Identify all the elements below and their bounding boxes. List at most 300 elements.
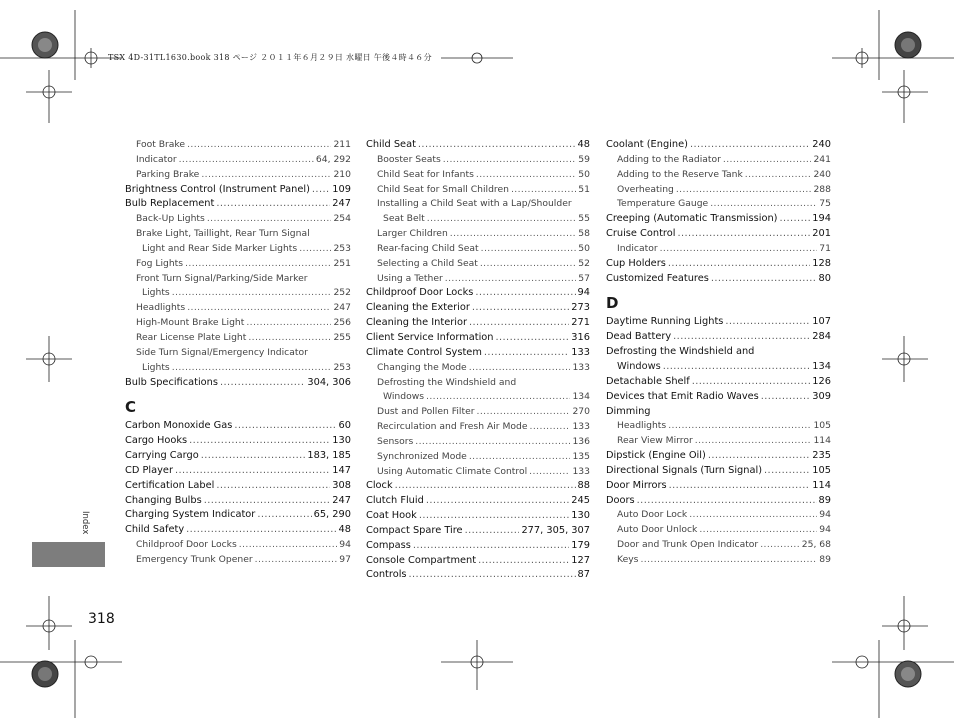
entry-term: Changing the Mode xyxy=(377,361,467,373)
entry-term: Indicator xyxy=(136,153,177,165)
entry-pages: 130 xyxy=(332,435,351,447)
index-subentry xyxy=(366,242,590,257)
index-subentry xyxy=(366,272,590,287)
entry-term: CD Player xyxy=(125,464,173,476)
entry-pages: 133 xyxy=(571,346,590,358)
entry-pages: 25, 68 xyxy=(801,539,831,551)
dot-leader xyxy=(216,197,330,212)
entry-term: Coat Hook xyxy=(366,510,417,522)
dot-leader xyxy=(443,153,577,168)
entry-pages: 88 xyxy=(577,480,590,492)
entry-term: Light and Rear Side Marker Lights xyxy=(142,242,298,254)
dot-leader xyxy=(172,361,332,376)
index-entry xyxy=(366,138,590,153)
dot-leader xyxy=(484,346,569,361)
entry-term: Headlights xyxy=(617,420,667,432)
index-subentry xyxy=(125,153,351,168)
entry-pages: 201 xyxy=(812,228,831,240)
dot-leader xyxy=(413,539,569,554)
index-entry xyxy=(366,479,590,494)
entry-term: Certification Label xyxy=(125,479,215,491)
dot-leader xyxy=(201,168,331,183)
entry-pages: 89 xyxy=(819,553,831,565)
index-subentry xyxy=(366,361,590,376)
dot-leader xyxy=(637,494,817,509)
dot-leader xyxy=(690,138,810,153)
index-entry xyxy=(606,345,831,360)
dot-leader xyxy=(761,390,811,405)
dot-leader xyxy=(708,449,810,464)
dot-leader xyxy=(469,450,571,465)
index-subentry xyxy=(125,272,351,287)
entry-term: Rear View Mirror xyxy=(617,435,693,447)
index-entry xyxy=(606,212,831,227)
entry-pages: 136 xyxy=(572,435,590,447)
index-entry xyxy=(606,449,831,464)
dot-leader xyxy=(207,212,332,227)
dot-leader xyxy=(246,316,331,331)
index-subentry xyxy=(125,553,351,568)
entry-term: Front Turn Signal/Parking/Side Marker xyxy=(136,272,308,284)
entry-term: Fog Lights xyxy=(136,257,184,269)
dot-leader xyxy=(481,242,577,257)
entry-term: Child Seat xyxy=(366,139,416,150)
entry-term: Keys xyxy=(617,553,639,565)
dot-leader xyxy=(529,465,570,480)
index-subentry xyxy=(366,405,590,420)
section-letter: C xyxy=(125,398,137,417)
entry-term: Console Compartment xyxy=(366,554,477,566)
index-entry xyxy=(606,494,831,509)
index-subentry xyxy=(366,465,590,480)
dot-leader xyxy=(179,153,314,168)
entry-term: Door Mirrors xyxy=(606,479,667,491)
dot-leader xyxy=(695,434,812,449)
index-subentry xyxy=(125,346,351,361)
dot-leader xyxy=(204,494,331,509)
dot-leader xyxy=(478,554,569,569)
dot-leader xyxy=(725,315,810,330)
index-entry xyxy=(125,449,351,464)
dot-leader xyxy=(640,553,817,568)
entry-term: Installing a Child Seat with a Lap/Shoulder xyxy=(377,198,572,210)
dot-leader xyxy=(257,508,311,523)
dot-leader xyxy=(419,509,569,524)
dot-leader xyxy=(187,138,331,153)
index-entry xyxy=(125,464,351,479)
dot-leader xyxy=(255,553,338,568)
entry-pages: 97 xyxy=(339,553,351,565)
entry-pages: 87 xyxy=(577,569,590,581)
entry-pages: 80 xyxy=(818,272,831,284)
entry-term: Synchronized Mode xyxy=(377,450,467,462)
dot-leader xyxy=(764,464,810,479)
entry-term: Rear-facing Child Seat xyxy=(377,242,479,254)
dot-leader xyxy=(660,242,818,257)
dot-leader xyxy=(187,301,331,316)
entry-term: Clock xyxy=(366,480,393,492)
entry-pages: 51 xyxy=(578,183,590,195)
entry-pages: 52 xyxy=(578,257,590,269)
index-column-1 xyxy=(125,138,351,568)
entry-pages: 105 xyxy=(812,464,831,476)
entry-term: Doors xyxy=(606,494,635,506)
dot-leader xyxy=(469,316,569,331)
entry-pages: 247 xyxy=(333,302,351,314)
index-entry xyxy=(606,272,831,287)
entry-term: Carbon Monoxide Gas xyxy=(125,420,233,432)
index-subentry xyxy=(125,286,351,301)
entry-pages: 284 xyxy=(812,331,831,343)
entry-pages: 304, 306 xyxy=(307,376,351,388)
dot-leader xyxy=(427,212,577,227)
entry-term: Seat Belt xyxy=(383,213,425,225)
entry-pages: 316 xyxy=(571,331,590,343)
dot-leader xyxy=(189,434,330,449)
entry-pages: 309 xyxy=(812,390,831,402)
index-subentry xyxy=(606,197,831,212)
index-entry xyxy=(125,197,351,212)
dot-leader xyxy=(426,494,569,509)
index-subentry xyxy=(366,376,590,391)
index-entry xyxy=(606,315,831,330)
index-subentry xyxy=(606,538,831,553)
entry-pages: 288 xyxy=(813,183,831,195)
page-number: 318 xyxy=(88,611,115,627)
dot-leader xyxy=(465,524,520,539)
dot-leader xyxy=(723,153,812,168)
entry-term: Back-Up Lights xyxy=(136,213,205,225)
entry-pages: 133 xyxy=(572,465,590,477)
dot-leader xyxy=(676,183,812,198)
dot-leader xyxy=(511,183,576,198)
index-subentry xyxy=(606,434,831,449)
dot-leader xyxy=(186,523,336,538)
index-subentry xyxy=(366,212,590,227)
dot-leader xyxy=(710,197,817,212)
dot-leader xyxy=(673,330,810,345)
entry-term: Windows xyxy=(383,391,425,403)
entry-pages: 133 xyxy=(572,421,590,433)
index-subentry xyxy=(125,138,351,153)
entry-pages: 71 xyxy=(819,242,831,254)
entry-pages: 105 xyxy=(813,420,831,432)
index-subentry xyxy=(606,553,831,568)
entry-pages: 109 xyxy=(332,183,351,195)
dot-leader xyxy=(779,212,810,227)
dot-leader xyxy=(711,272,817,287)
entry-term: Creeping (Automatic Transmission) xyxy=(606,213,778,225)
dot-leader xyxy=(185,257,331,272)
entry-pages: 89 xyxy=(818,494,831,506)
entry-term: Parking Brake xyxy=(136,168,200,180)
dot-leader xyxy=(472,301,569,316)
entry-term: Temperature Gauge xyxy=(617,198,709,210)
entry-term: Clutch Fluid xyxy=(366,495,424,507)
index-subentry xyxy=(606,153,831,168)
dot-leader xyxy=(530,420,571,435)
entry-term: Indicator xyxy=(617,242,658,254)
entry-pages: 94 xyxy=(339,539,351,551)
entry-term: Cleaning the Interior xyxy=(366,317,467,329)
index-subentry xyxy=(606,523,831,538)
entry-term: Sensors xyxy=(377,435,414,447)
index-subentry xyxy=(606,183,831,198)
index-subentry xyxy=(366,227,590,242)
section-letter: D xyxy=(606,294,619,313)
entry-pages: 58 xyxy=(578,228,590,240)
entry-term: Adding to the Radiator xyxy=(617,153,721,165)
entry-term: Devices that Emit Radio Waves xyxy=(606,390,759,402)
entry-term: Rear License Plate Light xyxy=(136,331,247,343)
entry-pages: 75 xyxy=(819,198,831,210)
index-subentry xyxy=(125,227,351,242)
index-subentry xyxy=(125,361,351,376)
dot-leader xyxy=(445,272,577,287)
dot-leader xyxy=(312,183,330,198)
entry-term: Childproof Door Locks xyxy=(136,539,237,551)
dot-leader xyxy=(216,479,330,494)
entry-pages: 273 xyxy=(571,302,590,314)
entry-term: Side Turn Signal/Emergency Indicator xyxy=(136,346,308,358)
index-subentry xyxy=(606,508,831,523)
index-entry xyxy=(125,376,351,391)
entry-term: Detachable Shelf xyxy=(606,375,690,387)
entry-pages: 308 xyxy=(332,479,351,491)
entry-term: Client Service Information xyxy=(366,331,494,343)
entry-pages: 245 xyxy=(571,495,590,507)
dot-leader xyxy=(239,538,338,553)
entry-pages: 114 xyxy=(813,435,831,447)
dot-leader xyxy=(450,227,577,242)
entry-pages: 179 xyxy=(571,539,590,551)
index-entry xyxy=(366,316,590,331)
index-entry xyxy=(366,509,590,524)
entry-term: Selecting a Child Seat xyxy=(377,257,478,269)
dot-leader xyxy=(415,435,570,450)
dot-leader xyxy=(248,331,331,346)
entry-pages: 241 xyxy=(813,153,831,165)
entry-pages: 64, 292 xyxy=(315,153,351,165)
index-entry xyxy=(606,375,831,390)
index-subentry xyxy=(125,316,351,331)
dot-leader xyxy=(234,419,336,434)
index-subentry xyxy=(366,390,590,405)
index-entry xyxy=(125,523,351,538)
entry-term: Using Automatic Climate Control xyxy=(377,465,528,477)
dot-leader xyxy=(760,538,800,553)
index-subentry xyxy=(125,212,351,227)
dot-leader xyxy=(692,375,811,390)
entry-pages: 57 xyxy=(578,272,590,284)
entry-term: Child Seat for Infants xyxy=(377,168,474,180)
index-entry xyxy=(366,286,590,301)
entry-term: High-Mount Brake Light xyxy=(136,317,245,329)
dot-leader xyxy=(201,449,306,464)
entry-pages: 134 xyxy=(572,391,590,403)
index-subentry xyxy=(366,153,590,168)
dot-leader xyxy=(677,227,810,242)
entry-term: Recirculation and Fresh Air Mode xyxy=(377,421,528,433)
entry-pages: 107 xyxy=(812,316,831,328)
entry-pages: 114 xyxy=(812,479,831,491)
entry-pages: 252 xyxy=(333,287,351,299)
index-entry xyxy=(125,479,351,494)
index-entry xyxy=(125,508,351,523)
index-entry xyxy=(366,524,590,539)
entry-term: Child Safety xyxy=(125,524,185,536)
entry-term: Foot Brake xyxy=(136,139,186,150)
entry-pages: 50 xyxy=(578,168,590,180)
index-entry xyxy=(125,419,351,434)
entry-term: Dimming xyxy=(606,405,651,417)
entry-term: Defrosting the Windshield and xyxy=(606,346,755,358)
dot-leader xyxy=(475,286,575,301)
entry-term: Brightness Control (Instrument Panel) xyxy=(125,183,310,195)
entry-pages: 194 xyxy=(812,213,831,225)
index-column-2 xyxy=(366,138,590,583)
print-header: TSX 4D-31TL1630.book 318 ページ ２０１１年６月２９日 水曜日 午後４時４６分 xyxy=(108,53,432,62)
index-entry xyxy=(366,554,590,569)
entry-term: Larger Children xyxy=(377,228,448,240)
entry-pages: 255 xyxy=(333,331,351,343)
entry-term: Door and Trunk Open Indicator xyxy=(617,539,759,551)
entry-term: Emergency Trunk Opener xyxy=(136,553,253,565)
index-entry xyxy=(125,494,351,509)
entry-pages: 134 xyxy=(812,360,831,372)
index-subentry xyxy=(125,538,351,553)
entry-pages: 277, 305, 307 xyxy=(521,524,590,536)
entry-pages: 135 xyxy=(572,450,590,462)
entry-term: Childproof Door Locks xyxy=(366,287,474,299)
entry-term: Adding to the Reserve Tank xyxy=(617,168,743,180)
entry-pages: 94 xyxy=(819,524,831,536)
dot-leader xyxy=(426,390,570,405)
entry-pages: 128 xyxy=(812,257,831,269)
index-subentry xyxy=(366,168,590,183)
dot-leader xyxy=(496,331,570,346)
index-subentry xyxy=(366,257,590,272)
entry-pages: 130 xyxy=(571,510,590,522)
dot-leader xyxy=(172,286,332,301)
entry-term: Carrying Cargo xyxy=(125,450,199,462)
entry-term: Bulb Replacement xyxy=(125,198,215,210)
index-entry xyxy=(606,405,831,420)
entry-pages: 253 xyxy=(333,242,351,254)
index-entry xyxy=(125,434,351,449)
entry-term: Lights xyxy=(142,361,170,373)
entry-term: Defrosting the Windshield and xyxy=(377,376,517,388)
entry-pages: 133 xyxy=(572,361,590,373)
entry-term: Headlights xyxy=(136,302,186,314)
entry-pages: 211 xyxy=(333,139,351,150)
index-entry xyxy=(366,301,590,316)
entry-term: Bulb Specifications xyxy=(125,376,218,388)
entry-term: Cruise Control xyxy=(606,228,676,240)
entry-term: Dead Battery xyxy=(606,331,672,343)
dot-leader xyxy=(745,168,812,183)
entry-term: Controls xyxy=(366,569,407,581)
dot-leader xyxy=(668,257,810,272)
index-subentry xyxy=(366,450,590,465)
dot-leader xyxy=(395,479,576,494)
dot-leader xyxy=(409,568,576,583)
index-entry xyxy=(366,568,590,583)
entry-pages: 240 xyxy=(812,139,831,150)
index-entry xyxy=(125,183,351,198)
index-subentry xyxy=(606,419,831,434)
entry-pages: 127 xyxy=(571,554,590,566)
entry-pages: 271 xyxy=(571,317,590,329)
entry-pages: 183, 185 xyxy=(307,450,351,462)
index-side-tab xyxy=(32,542,105,567)
index-entry xyxy=(366,331,590,346)
index-entry xyxy=(606,330,831,345)
dot-leader xyxy=(663,360,811,375)
entry-term: Coolant (Engine) xyxy=(606,139,688,150)
dot-leader xyxy=(477,405,571,420)
entry-term: Auto Door Unlock xyxy=(617,524,698,536)
entry-pages: 50 xyxy=(578,242,590,254)
entry-term: Windows xyxy=(617,360,661,372)
entry-pages: 55 xyxy=(578,213,590,225)
index-entry xyxy=(606,257,831,272)
entry-pages: 60 xyxy=(338,420,351,432)
index-subentry xyxy=(125,168,351,183)
index-subentry xyxy=(606,242,831,257)
dot-leader xyxy=(418,138,576,153)
index-entry xyxy=(366,539,590,554)
entry-term: Lights xyxy=(142,287,170,299)
entry-term: Charging System Indicator xyxy=(125,509,256,521)
index-subentry xyxy=(125,242,351,257)
index-subentry xyxy=(366,183,590,198)
index-subentry xyxy=(366,420,590,435)
entry-pages: 254 xyxy=(333,213,351,225)
dot-leader xyxy=(699,523,817,538)
entry-term: Climate Control System xyxy=(366,346,482,358)
entry-term: Cleaning the Exterior xyxy=(366,302,470,314)
entry-pages: 147 xyxy=(332,464,351,476)
entry-pages: 48 xyxy=(338,524,351,536)
entry-pages: 251 xyxy=(333,257,351,269)
entry-pages: 247 xyxy=(332,494,351,506)
dot-leader xyxy=(480,257,576,272)
index-entry xyxy=(606,227,831,242)
index-subentry xyxy=(125,301,351,316)
dot-leader xyxy=(469,361,571,376)
index-entry xyxy=(606,390,831,405)
entry-term: Child Seat for Small Children xyxy=(377,183,509,195)
index-entry xyxy=(606,138,831,153)
index-side-label: Index xyxy=(80,511,90,535)
entry-pages: 59 xyxy=(578,153,590,165)
index-entry xyxy=(606,360,831,375)
dot-leader xyxy=(220,376,305,391)
entry-term: Compact Spare Tire xyxy=(366,524,463,536)
entry-pages: 94 xyxy=(819,509,831,521)
entry-pages: 240 xyxy=(813,168,831,180)
entry-term: Cup Holders xyxy=(606,257,666,269)
entry-term: Customized Features xyxy=(606,272,709,284)
dot-leader xyxy=(476,168,576,183)
entry-term: Auto Door Lock xyxy=(617,509,688,521)
entry-pages: 126 xyxy=(812,375,831,387)
index-entry xyxy=(606,479,831,494)
dot-leader xyxy=(669,479,811,494)
entry-term: Compass xyxy=(366,539,411,551)
index-subentry xyxy=(125,331,351,346)
